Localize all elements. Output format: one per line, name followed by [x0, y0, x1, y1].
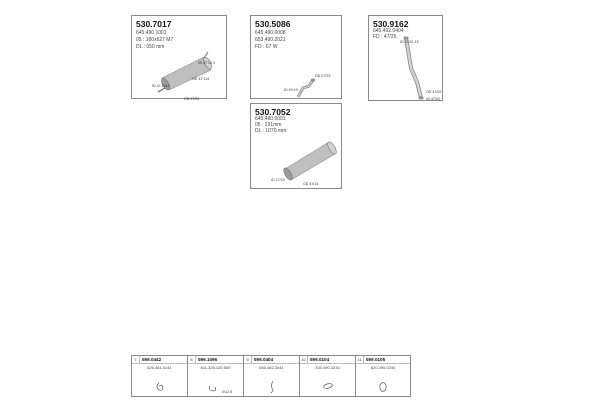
accessory-oem: 620.490.0234 — [370, 365, 396, 370]
dim-label: 0/12 5 — [222, 390, 232, 394]
accessory-index: 8 — [188, 356, 196, 363]
ring-icon — [356, 356, 410, 396]
part-card-530-5086[interactable] — [250, 15, 342, 99]
part-card-530-7052[interactable] — [250, 103, 342, 189]
part-number: 530.7017 — [136, 19, 172, 29]
part-card-530-9162[interactable] — [368, 15, 443, 101]
oem-number: 645.490.0001 — [255, 116, 286, 122]
dim-label: OD 07/24 — [184, 97, 200, 100]
dim-label: OD 07/23 — [315, 74, 331, 78]
oem-number: 653.490.2021 — [255, 37, 286, 43]
accessory-part-number: 599.1096 — [198, 357, 218, 362]
part-number: 530.7052 — [255, 107, 291, 117]
dim-label: ID 47 1314 — [152, 84, 170, 88]
part-card-530-7017[interactable] — [131, 15, 227, 99]
dim-label: OD 47 114 — [192, 77, 210, 81]
accessory-index: 7 — [132, 356, 140, 363]
accessory-cell[interactable] — [188, 356, 244, 396]
dim-label: OD 47/14 — [303, 182, 319, 186]
clamp-icon — [132, 356, 188, 396]
accessory-index: 10 — [300, 356, 308, 363]
spec-line: 05 : 160x627 M7 — [136, 37, 174, 43]
dim-label: OD 47/02 — [426, 90, 442, 94]
accessory-index: 11 — [356, 356, 364, 363]
accessory-part-number: 599.0404 — [254, 357, 274, 362]
accessory-oem: 330.490.3234 — [315, 365, 340, 370]
spec-line: 05 : 231mm — [255, 122, 282, 128]
accessory-oem: 611.326.126 500 — [200, 365, 231, 370]
part-number: 530.5086 — [255, 19, 291, 29]
spec-line: FD : 47/35 — [373, 34, 397, 40]
accessory-part-number: 599.0442 — [142, 357, 162, 362]
dim-label: 00 47/02 — [426, 97, 440, 101]
accessory-cell[interactable] — [300, 356, 356, 396]
dim-label: 00 47 14 3 — [198, 61, 215, 65]
part-number: 530.9162 — [373, 19, 409, 29]
dim-label: ID 49 19 — [284, 88, 298, 92]
oem-number: 645.490.1001 — [136, 30, 167, 36]
accessory-part-number: 599.0105 — [366, 357, 386, 362]
accessories-strip — [131, 355, 411, 397]
accessory-cell[interactable] — [132, 356, 188, 396]
dim-label: ID 47/41 15 — [400, 40, 419, 44]
spec-line: DL : 1070 mm — [255, 128, 287, 134]
bracket-icon — [244, 356, 300, 396]
accessory-cell[interactable] — [356, 356, 410, 396]
spec-line: DL : 050 mm — [136, 44, 165, 50]
clip-icon — [188, 356, 244, 396]
gasket-icon — [300, 356, 356, 396]
oem-number: 645.492.0404 — [373, 28, 404, 34]
accessory-part-number: 599.0104 — [310, 357, 330, 362]
accessory-cell[interactable] — [244, 356, 300, 396]
dim-label: ID 17/43 — [271, 178, 285, 182]
accessory-oem: 653.462.3441 — [259, 365, 284, 370]
accessory-oem: 620.481.0141 — [147, 365, 172, 370]
oem-number: 645.490.0008 — [255, 30, 286, 36]
spec-line: FD : 67 W — [255, 44, 278, 50]
accessory-index: 9 — [244, 356, 252, 363]
